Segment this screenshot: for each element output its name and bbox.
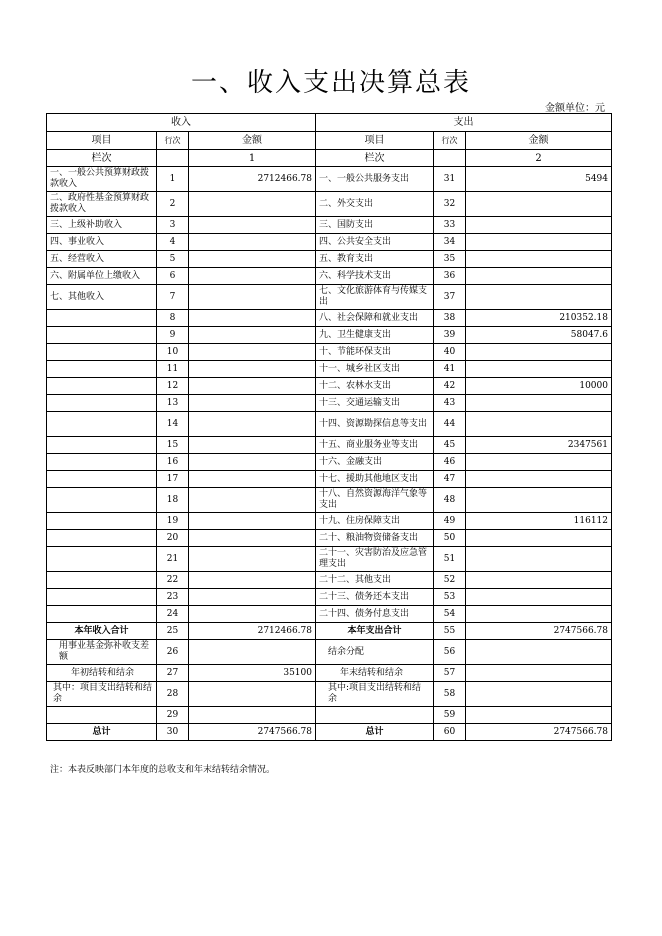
table-footnote: 注：本表反映部门本年度的总收支和年末结转结余情况。: [50, 765, 276, 775]
income-item-cell: [47, 530, 157, 547]
table-row: [47, 378, 612, 395]
income-item-cell: 年初结转和结余: [47, 665, 157, 682]
table-row: [47, 589, 612, 606]
expense-line-number: 40: [434, 344, 466, 361]
expense-line-number: 47: [434, 471, 466, 488]
income-item-cell: 四、事业收入: [47, 234, 157, 251]
income-item-cell: [47, 412, 157, 437]
expense-amount-cell: [466, 192, 612, 217]
expense-line-number: 41: [434, 361, 466, 378]
expense-amount-cell: [466, 640, 612, 665]
expense-line-number: 35: [434, 251, 466, 268]
table-row: [47, 513, 612, 530]
income-line-number: 7: [157, 285, 189, 310]
expense-item-cell: 十四、资源勘探信息等支出: [316, 412, 434, 437]
expense-item-cell: 本年支出合计: [316, 623, 434, 640]
income-amount-cell: [189, 395, 316, 412]
expense-line-number: 49: [434, 513, 466, 530]
income-item-cell: [47, 606, 157, 623]
income-amount-cell: [189, 437, 316, 454]
income-item-cell: 六、附属单位上缴收入: [47, 268, 157, 285]
income-amount-cell: [189, 589, 316, 606]
expense-amount-cell: 210352.18: [466, 310, 612, 327]
expense-item-cell: 二十二、其他支出: [316, 572, 434, 589]
expense-item-cell: 十六、金融支出: [316, 454, 434, 471]
section-header-row: [47, 114, 612, 132]
income-amount-cell: 2747566.78: [189, 724, 316, 741]
income-item-cell: [47, 395, 157, 412]
expense-item-cell: 二十一、灾害防治及应急管理支出: [316, 547, 434, 572]
expense-item-cell: 总计: [316, 724, 434, 741]
income-amount-cell: [189, 217, 316, 234]
expense-item-cell: 结余分配: [316, 640, 434, 665]
income-item-cell: 七、其他收入: [47, 285, 157, 310]
expense-item-cell: 其中:项目支出结转和结余: [316, 682, 434, 707]
income-amount-cell: 2712466.78: [189, 167, 316, 192]
income-line-number: 5: [157, 251, 189, 268]
expense-amount-cell: [466, 361, 612, 378]
expense-item-cell: 十二、农林水支出: [316, 378, 434, 395]
expense-amount-cell: [466, 344, 612, 361]
expense-item-cell: 二十三、债务还本支出: [316, 589, 434, 606]
expense-amount-cell: [466, 251, 612, 268]
income-line-number: 17: [157, 471, 189, 488]
expense-line-number: 36: [434, 268, 466, 285]
column-header-row: [47, 132, 612, 150]
expense-line-number: 57: [434, 665, 466, 682]
expense-amount-cell: [466, 471, 612, 488]
income-item-cell: 本年收入合计: [47, 623, 157, 640]
expense-line-number: 55: [434, 623, 466, 640]
income-amount-cell: [189, 547, 316, 572]
income-amount-cell: [189, 310, 316, 327]
income-item-cell: [47, 310, 157, 327]
income-line-number: 9: [157, 327, 189, 344]
expense-line-number: 60: [434, 724, 466, 741]
table-row: [47, 454, 612, 471]
income-line-number: 14: [157, 412, 189, 437]
income-expense-table: [46, 113, 612, 741]
expense-item-cell: [316, 707, 434, 724]
income-amount-cell: [189, 234, 316, 251]
income-line-number: 1: [157, 167, 189, 192]
income-amount-cell: [189, 454, 316, 471]
expense-amount-cell: [466, 285, 612, 310]
table-row: [47, 251, 612, 268]
expense-amount-cell: [466, 572, 612, 589]
expense-amount-cell: [466, 217, 612, 234]
income-amount-cell: [189, 378, 316, 395]
income-line-number: 22: [157, 572, 189, 589]
income-section-header: 收入: [47, 114, 316, 132]
income-line-number: 25: [157, 623, 189, 640]
expense-line-number: 54: [434, 606, 466, 623]
income-amount-cell: [189, 268, 316, 285]
income-line-number: 6: [157, 268, 189, 285]
income-amount-cell: [189, 682, 316, 707]
expense-item-cell: 十五、商业服务业等支出: [316, 437, 434, 454]
expense-line-number: 48: [434, 488, 466, 513]
expense-amount-cell: 10000: [466, 378, 612, 395]
income-item-cell: [47, 378, 157, 395]
table-row: [47, 285, 612, 310]
income-line-number: 26: [157, 640, 189, 665]
income-amount-cell: [189, 513, 316, 530]
expense-item-cell: 二十、粮油物资储备支出: [316, 530, 434, 547]
expense-item-cell: 十七、援助其他地区支出: [316, 471, 434, 488]
table-row: [47, 167, 612, 192]
expense-amount-cell: [466, 454, 612, 471]
income-amount-cell: [189, 251, 316, 268]
income-item-cell: 一、一般公共预算财政拨款收入: [47, 167, 157, 192]
expense-column-number: 2: [466, 150, 612, 167]
table-row: [47, 361, 612, 378]
expense-line-number: 43: [434, 395, 466, 412]
expense-line-number: 50: [434, 530, 466, 547]
income-amount-cell: [189, 530, 316, 547]
expense-item-cell: 十八、自然资源海洋气象等支出: [316, 488, 434, 513]
income-item-cell: 五、经营收入: [47, 251, 157, 268]
expense-amount-cell: [466, 488, 612, 513]
income-amount-cell: [189, 606, 316, 623]
table-row: [47, 471, 612, 488]
table-row: [47, 327, 612, 344]
table-row: [47, 488, 612, 513]
income-line-number: 20: [157, 530, 189, 547]
income-line-number: 10: [157, 344, 189, 361]
expense-amount-cell: [466, 547, 612, 572]
income-line-number: 19: [157, 513, 189, 530]
income-line-number: 29: [157, 707, 189, 724]
table-row: [47, 344, 612, 361]
income-amount-cell: [189, 707, 316, 724]
income-line-header: 行次: [157, 132, 189, 150]
expense-amount-cell: 2747566.78: [466, 724, 612, 741]
expense-item-cell: 一、一般公共服务支出: [316, 167, 434, 192]
income-item-cell: [47, 572, 157, 589]
expense-amount-cell: 5494: [466, 167, 612, 192]
expense-item-cell: 六、科学技术支出: [316, 268, 434, 285]
table-row: [47, 192, 612, 217]
expense-amount-cell: [466, 530, 612, 547]
income-line-number: 2: [157, 192, 189, 217]
income-line-number: 21: [157, 547, 189, 572]
table-row: [47, 530, 612, 547]
income-amount-cell: [189, 412, 316, 437]
table-row: [47, 623, 612, 640]
expense-item-cell: 八、社会保障和就业支出: [316, 310, 434, 327]
table-row: [47, 572, 612, 589]
expense-line-number: 37: [434, 285, 466, 310]
page-title: 一、收入支出决算总表: [190, 68, 471, 98]
income-amount-cell: [189, 640, 316, 665]
expense-amount-cell: [466, 682, 612, 707]
income-amount-cell: [189, 327, 316, 344]
expense-line-header: 行次: [434, 132, 466, 150]
expense-amount-cell: 2347561: [466, 437, 612, 454]
income-amount-cell: 2712466.78: [189, 623, 316, 640]
expense-line-number: 42: [434, 378, 466, 395]
income-column-number: 1: [189, 150, 316, 167]
table-row: [47, 707, 612, 724]
expense-amount-cell: [466, 412, 612, 437]
income-item-cell: [47, 454, 157, 471]
expense-line-number: 33: [434, 217, 466, 234]
expense-amount-cell: [466, 707, 612, 724]
amount-unit: 金额单位：元: [545, 103, 605, 114]
income-item-cell: 三、上级补助收入: [47, 217, 157, 234]
expense-amount-cell: 58047.6: [466, 327, 612, 344]
income-item-cell: 用事业基金弥补收支差额: [47, 640, 157, 665]
expense-item-cell: 十九、住房保障支出: [316, 513, 434, 530]
expense-item-cell: 七、文化旅游体育与传媒支出: [316, 285, 434, 310]
expense-line-number: 52: [434, 572, 466, 589]
expense-amount-cell: [466, 234, 612, 251]
expense-item-cell: 三、国防支出: [316, 217, 434, 234]
expense-line-number: 38: [434, 310, 466, 327]
expense-line-number: 58: [434, 682, 466, 707]
income-amount-cell: [189, 285, 316, 310]
income-item-cell: [47, 437, 157, 454]
expense-line-number: 39: [434, 327, 466, 344]
income-item-cell: [47, 513, 157, 530]
table-row: [47, 606, 612, 623]
income-item-cell: [47, 488, 157, 513]
income-line-number: 27: [157, 665, 189, 682]
income-amount-cell: 35100: [189, 665, 316, 682]
income-item-cell: [47, 361, 157, 378]
income-item-cell: [47, 327, 157, 344]
expense-item-cell: 九、卫生健康支出: [316, 327, 434, 344]
expense-amount-cell: 116112: [466, 513, 612, 530]
expense-item-cell: 年末结转和结余: [316, 665, 434, 682]
table-row: [47, 437, 612, 454]
expense-line-number: 53: [434, 589, 466, 606]
expense-item-cell: 十、节能环保支出: [316, 344, 434, 361]
column-index-row: [47, 150, 612, 167]
expense-amount-cell: 2747566.78: [466, 623, 612, 640]
income-amount-cell: [189, 471, 316, 488]
table-row: [47, 724, 612, 741]
income-lanci-line-cell: [157, 150, 189, 167]
income-line-number: 4: [157, 234, 189, 251]
income-line-number: 28: [157, 682, 189, 707]
table-row: [47, 682, 612, 707]
income-amount-header: 金额: [189, 132, 316, 150]
income-line-number: 3: [157, 217, 189, 234]
expense-lanci-line-cell: [434, 150, 466, 167]
expense-line-number: 56: [434, 640, 466, 665]
expense-amount-cell: [466, 606, 612, 623]
expense-item-cell: 二、外交支出: [316, 192, 434, 217]
expense-item-cell: 二十四、债务付息支出: [316, 606, 434, 623]
expense-item-cell: 四、公共安全支出: [316, 234, 434, 251]
expense-item-header: 项目: [316, 132, 434, 150]
income-line-number: 18: [157, 488, 189, 513]
expense-section-header: 支出: [316, 114, 612, 132]
table-row: [47, 234, 612, 251]
expense-line-number: 45: [434, 437, 466, 454]
table-row: [47, 395, 612, 412]
income-line-number: 30: [157, 724, 189, 741]
expense-item-cell: 十三、交通运输支出: [316, 395, 434, 412]
income-line-number: 24: [157, 606, 189, 623]
table-row: [47, 665, 612, 682]
income-line-number: 13: [157, 395, 189, 412]
expense-line-number: 51: [434, 547, 466, 572]
expense-amount-cell: [466, 589, 612, 606]
income-item-cell: 总计: [47, 724, 157, 741]
expense-amount-header: 金额: [466, 132, 612, 150]
income-amount-cell: [189, 361, 316, 378]
income-amount-cell: [189, 572, 316, 589]
income-item-cell: [47, 707, 157, 724]
income-amount-cell: [189, 344, 316, 361]
income-lanci-label: 栏次: [47, 150, 157, 167]
expense-lanci-label: 栏次: [316, 150, 434, 167]
income-item-cell: [47, 344, 157, 361]
expense-line-number: 44: [434, 412, 466, 437]
expense-line-number: 34: [434, 234, 466, 251]
income-line-number: 12: [157, 378, 189, 395]
table-row: [47, 640, 612, 665]
income-line-number: 15: [157, 437, 189, 454]
table-row: [47, 310, 612, 327]
expense-item-cell: 十一、城乡社区支出: [316, 361, 434, 378]
expense-line-number: 32: [434, 192, 466, 217]
expense-amount-cell: [466, 665, 612, 682]
income-item-cell: [47, 589, 157, 606]
income-item-cell: 二、政府性基金预算财政拨款收入: [47, 192, 157, 217]
income-item-header: 项目: [47, 132, 157, 150]
income-amount-cell: [189, 488, 316, 513]
income-item-cell: [47, 547, 157, 572]
income-line-number: 16: [157, 454, 189, 471]
expense-line-number: 46: [434, 454, 466, 471]
income-amount-cell: [189, 192, 316, 217]
table-row: [47, 268, 612, 285]
expense-item-cell: 五、教育支出: [316, 251, 434, 268]
table-row: [47, 217, 612, 234]
table-row: [47, 547, 612, 572]
expense-line-number: 31: [434, 167, 466, 192]
income-line-number: 8: [157, 310, 189, 327]
expense-amount-cell: [466, 268, 612, 285]
income-item-cell: 其中：项目支出结转和结余: [47, 682, 157, 707]
income-line-number: 11: [157, 361, 189, 378]
expense-amount-cell: [466, 395, 612, 412]
income-line-number: 23: [157, 589, 189, 606]
table-row: [47, 412, 612, 437]
expense-line-number: 59: [434, 707, 466, 724]
income-item-cell: [47, 471, 157, 488]
